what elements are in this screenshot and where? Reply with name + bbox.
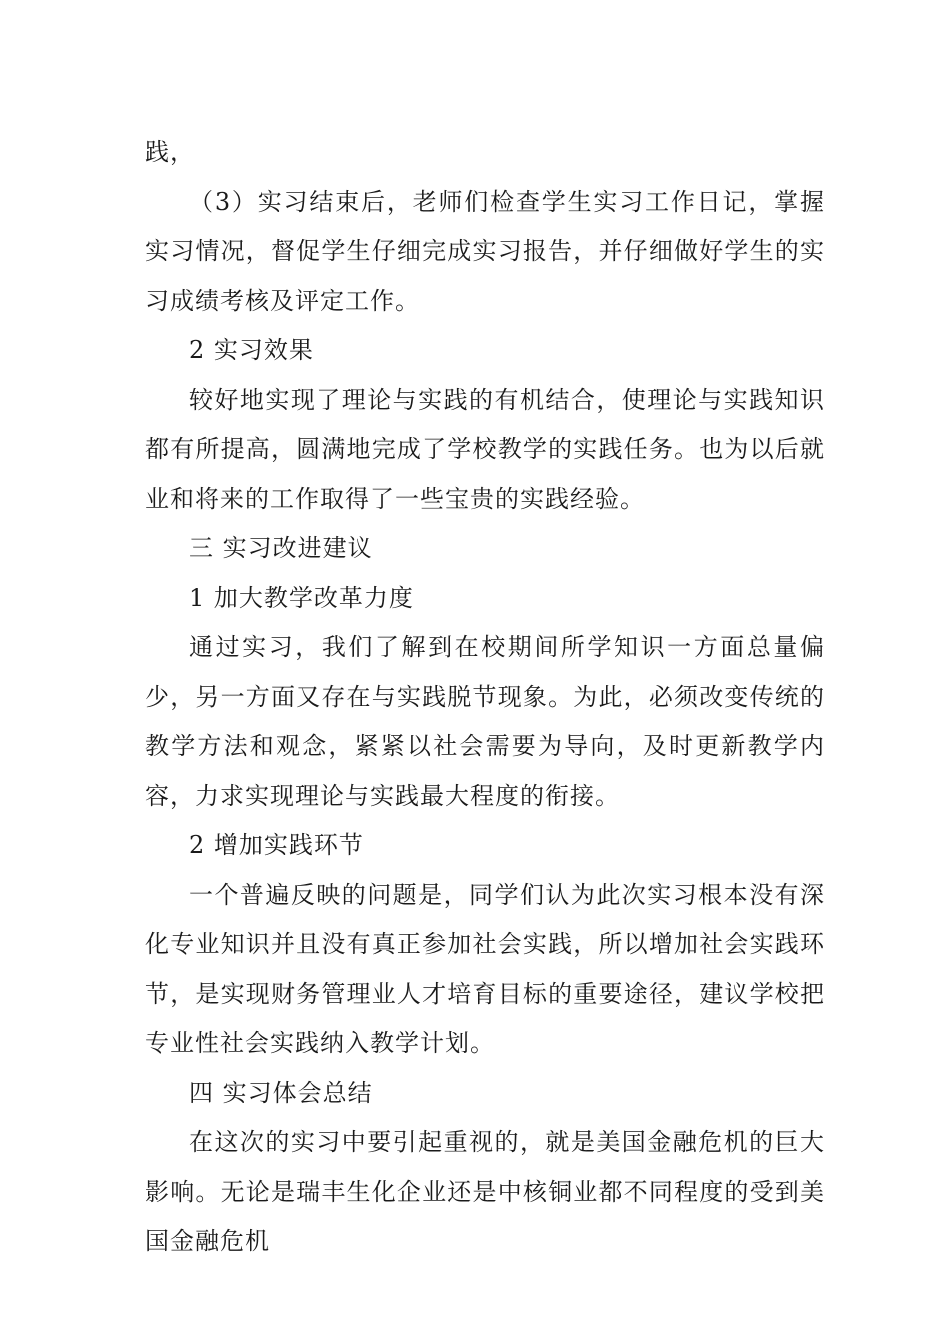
paragraph-internship-summary: 在这次的实习中要引起重视的，就是美国金融危机的巨大影响。无论是瑞丰生化企业还是中核铜业都不同程度的受到美国金融危机 bbox=[145, 1128, 825, 1255]
heading-improvement-suggestions: 三 实习改进建议 bbox=[189, 534, 373, 562]
document-body bbox=[145, 128, 825, 1267]
heading-internship-effect: 2 实习效果 bbox=[189, 336, 314, 364]
paragraph-practice-sessions: 一个普遍反映的问题是，同学们认为此次实习根本没有深化专业知识并且没有真正参加社会实践，所以增加社会实践环节，是实现财务管理业人才培育目标的重要途径，建议学校把专业性社会实践纳入教学计划。 bbox=[145, 880, 825, 1057]
paragraph-internship-effect: 较好地实现了理论与实践的有机结合，使理论与实践知识都有所提高，圆满地完成了学校教学的实践任务。也为以后就业和将来的工作取得了一些宝贵的实践经验。 bbox=[145, 385, 825, 513]
paragraph-teaching-reform: 通过实习，我们了解到在校期间所学知识一方面总量偏少，另一方面又存在与实践脱节现象。为此，必须改变传统的教学方法和观念，紧紧以社会需要为导向，及时更新教学内容，力求实现理论与实践最大程度的衔接。 bbox=[145, 633, 825, 810]
heading-practice-sessions: 2 增加实践环节 bbox=[189, 831, 364, 859]
heading-internship-summary: 四 实习体会总结 bbox=[189, 1078, 373, 1107]
paragraph-internship-end: （3）实习结束后，老师们检查学生实习工作日记，掌握实习情况，督促学生仔细完成实习报告，并仔细做好学生的实习成绩考核及评定工作。 bbox=[145, 187, 825, 315]
paragraph-continuation: 践， bbox=[145, 138, 195, 166]
heading-teaching-reform: 1 加大教学改革力度 bbox=[189, 583, 414, 612]
